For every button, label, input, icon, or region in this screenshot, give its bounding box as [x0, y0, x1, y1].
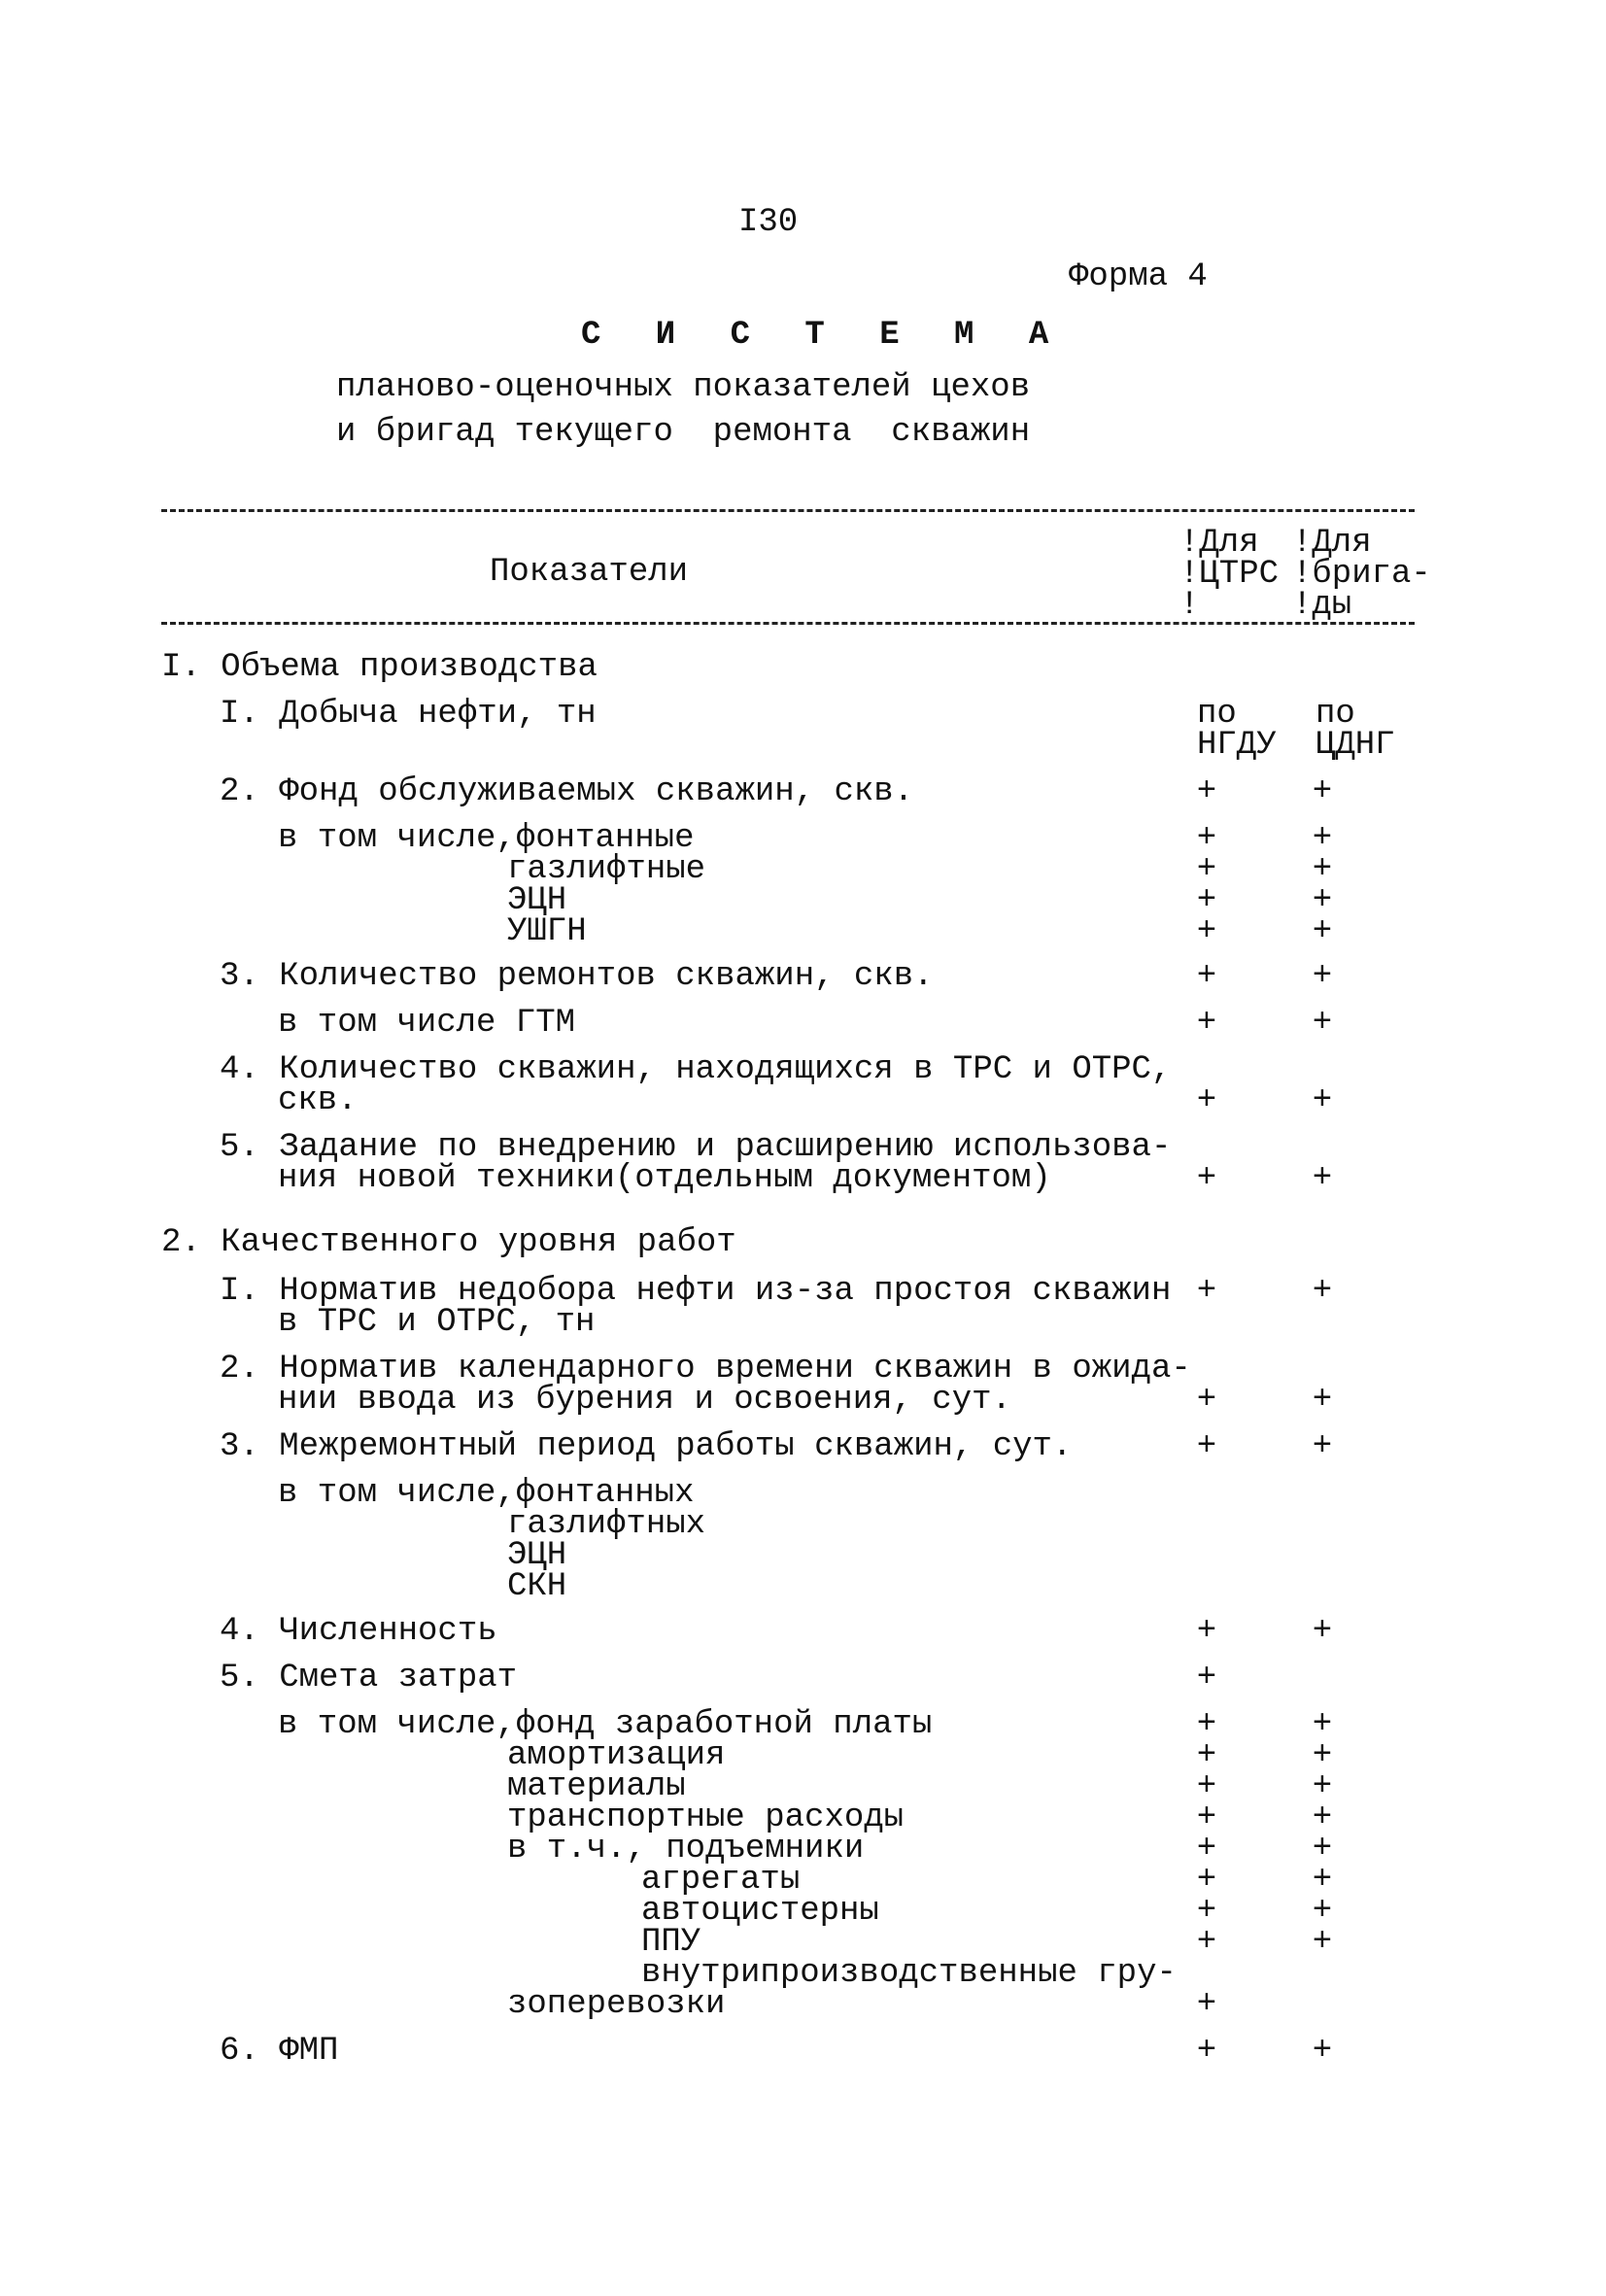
- item-2-4: 4. Численность: [220, 1613, 497, 1650]
- item-1-2-sub-d: УШГН: [507, 913, 587, 950]
- item-1-3: 3. Количество ремонтов скважин, скв.: [220, 958, 934, 995]
- brigade-mark: +: [1312, 1160, 1333, 1197]
- item-2-5: 5. Смета затрат: [220, 1660, 518, 1696]
- brigade-mark: +: [1312, 1862, 1333, 1899]
- brigade-mark: +: [1312, 1082, 1333, 1119]
- trs-mark: +: [1196, 1428, 1217, 1465]
- brigade-mark: +: [1312, 820, 1333, 857]
- header-brigade-line1: !Для: [1292, 525, 1372, 562]
- item-1-1: I. Добыча нефти, тн: [220, 696, 597, 733]
- trs-mark: +: [1196, 1862, 1217, 1899]
- item-1-5-line1: 5. Задание по внедрению и расширению использова-: [220, 1129, 1172, 1166]
- item-2-3-sub-c: ЭЦН: [507, 1537, 567, 1574]
- item-2-3-sub-a: в том числе,фонтанных: [278, 1475, 695, 1512]
- brigade-mark: +: [1312, 1005, 1333, 1042]
- item-2-5-sub-d: транспортные расходы: [507, 1799, 905, 1836]
- item-2-2-line2: нии ввода из бурения и освоения, сут.: [278, 1382, 1011, 1419]
- brigade-mark: +: [1312, 1768, 1333, 1805]
- brigade-mark: +: [1312, 1613, 1333, 1650]
- brigade-mark: +: [1312, 1382, 1333, 1419]
- trs-mark: +: [1196, 913, 1217, 950]
- item-1-2-sub-a: в том числе,фонтанные: [278, 820, 695, 857]
- item-2-1-line1: I. Норматив недобора нефти из-за простоя скважин: [220, 1273, 1172, 1310]
- trs-mark: +: [1196, 882, 1217, 919]
- brigade-mark: +: [1312, 1924, 1333, 1961]
- trs-mark: +: [1196, 851, 1217, 888]
- trs-mark: +: [1196, 1160, 1217, 1197]
- brigade-mark: +: [1312, 1737, 1333, 1774]
- document-subtitle-line2: и бригад текущего ремонта скважин: [336, 414, 1031, 451]
- item-2-2-line1: 2. Норматив календарного времени скважин в ожида-: [220, 1351, 1191, 1388]
- trs-mark: +: [1196, 1005, 1217, 1042]
- item-2-5-sub-b: амортизация: [507, 1737, 726, 1774]
- brigade-mark: +: [1312, 958, 1333, 995]
- item-1-3-sub: в том числе ГТМ: [278, 1005, 576, 1042]
- brigade-mark: +: [1312, 773, 1333, 810]
- trs-mark: +: [1196, 1737, 1217, 1774]
- trs-mark: +: [1196, 2033, 1217, 2070]
- trs-value-line1: по: [1197, 696, 1237, 733]
- trs-mark: +: [1196, 1660, 1217, 1696]
- header-trs-line1: !Для: [1179, 525, 1259, 562]
- item-2-3: 3. Межремонтный период работы скважин, сут.: [220, 1428, 1073, 1465]
- brigade-mark: +: [1312, 2033, 1333, 2070]
- table-top-rule: [161, 509, 1415, 512]
- section-2-heading: 2. Качественного уровня работ: [161, 1224, 736, 1261]
- item-2-5-sub-g: автоцистерны: [641, 1893, 879, 1930]
- item-2-5-sub-e: в т.ч., подъемники: [507, 1831, 865, 1868]
- header-indicators: Показатели: [490, 554, 689, 591]
- section-1-heading: I. Объема производства: [161, 649, 598, 686]
- trs-mark: +: [1196, 958, 1217, 995]
- trs-mark: +: [1196, 773, 1217, 810]
- brigade-value-line1: по: [1316, 696, 1355, 733]
- brigade-mark: +: [1312, 1273, 1333, 1310]
- item-1-2: 2. Фонд обслуживаемых скважин, скв.: [220, 773, 914, 810]
- trs-mark: +: [1196, 1273, 1217, 1310]
- header-brigade-line3: !ды: [1292, 587, 1352, 624]
- trs-mark: +: [1196, 1831, 1217, 1868]
- item-2-5-sub-f: агрегаты: [641, 1862, 801, 1899]
- brigade-mark: +: [1312, 1706, 1333, 1743]
- item-2-3-sub-b: газлифтных: [507, 1506, 706, 1543]
- brigade-mark: +: [1312, 1428, 1333, 1465]
- trs-mark: +: [1196, 1082, 1217, 1119]
- trs-mark: +: [1196, 1613, 1217, 1650]
- item-2-5-sub-a: в том числе,фонд заработной платы: [278, 1706, 933, 1743]
- item-1-5-line2: ния новой техники(отдельным документом): [278, 1160, 1051, 1197]
- trs-mark: +: [1196, 1986, 1217, 2023]
- header-brigade-line2: !брига-: [1292, 556, 1431, 593]
- item-1-4-line2: скв.: [278, 1082, 358, 1119]
- document-title: С И С Т Е М А: [581, 317, 1067, 354]
- trs-value-line2: НГДУ: [1197, 727, 1277, 764]
- brigade-mark: +: [1312, 882, 1333, 919]
- trs-mark: +: [1196, 1924, 1217, 1961]
- item-2-5-sub-h: ППУ: [641, 1924, 701, 1961]
- item-2-3-sub-d: СКН: [507, 1568, 567, 1605]
- trs-mark: +: [1196, 1768, 1217, 1805]
- brigade-mark: +: [1312, 1831, 1333, 1868]
- item-1-2-sub-b: газлифтные: [507, 851, 706, 888]
- brigade-mark: +: [1312, 1893, 1333, 1930]
- trs-mark: +: [1196, 1382, 1217, 1419]
- header-trs-line3: !: [1179, 587, 1200, 624]
- header-trs-line2: !ЦТРС: [1179, 556, 1280, 593]
- item-1-4-line1: 4. Количество скважин, находящихся в ТРС и ОТРС,: [220, 1051, 1172, 1088]
- trs-mark: +: [1196, 820, 1217, 857]
- item-1-2-sub-c: ЭЦН: [507, 882, 567, 919]
- brigade-mark: +: [1312, 851, 1333, 888]
- page-number: I30: [738, 204, 799, 241]
- document-subtitle-line1: планово-оценочных показателей цехов: [336, 369, 1031, 406]
- brigade-mark: +: [1312, 1799, 1333, 1836]
- item-2-5-sub-c: материалы: [507, 1768, 686, 1805]
- item-2-1-line2: в ТРС и ОТРС, тн: [278, 1304, 596, 1341]
- brigade-value-line2: ЦДНГ: [1316, 727, 1395, 764]
- item-2-6: 6. ФМП: [220, 2033, 339, 2070]
- item-2-5-sub-i-line2: зоперевозки: [507, 1986, 726, 2023]
- trs-mark: +: [1196, 1799, 1217, 1836]
- trs-mark: +: [1196, 1893, 1217, 1930]
- form-label: Форма 4: [1069, 258, 1208, 295]
- item-2-5-sub-i-line1: внутрипроизводственные гру-: [641, 1955, 1177, 1992]
- trs-mark: +: [1196, 1706, 1217, 1743]
- brigade-mark: +: [1312, 913, 1333, 950]
- table-header-rule: [161, 622, 1415, 625]
